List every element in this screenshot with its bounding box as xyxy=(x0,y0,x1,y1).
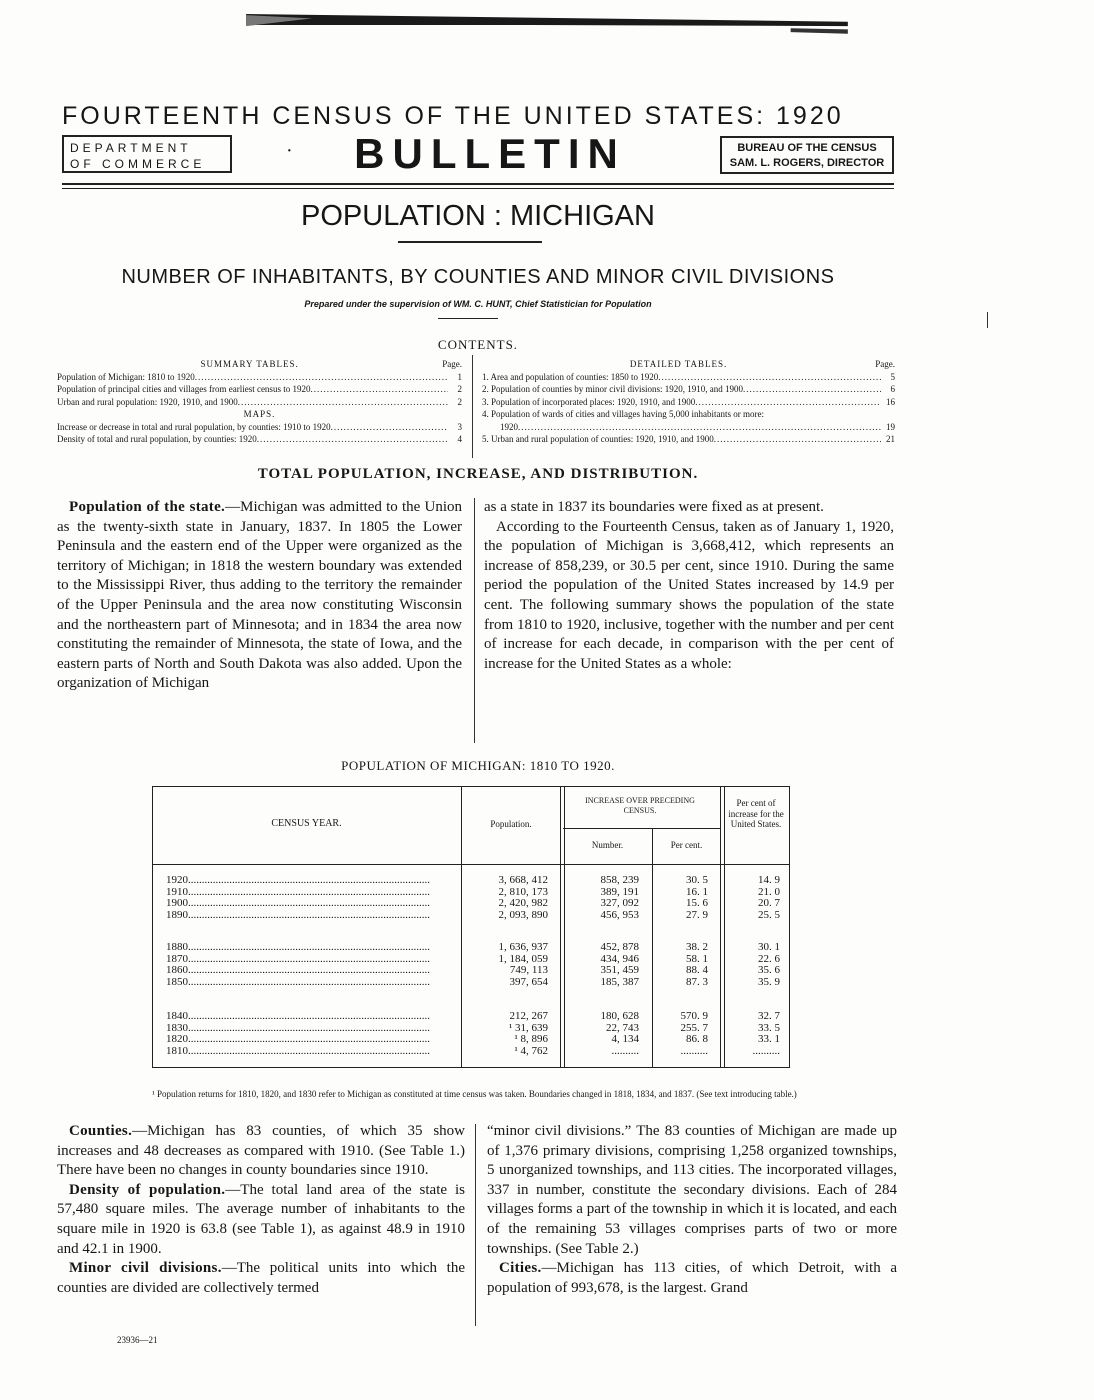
toc-entry xyxy=(482,421,895,434)
prepared-by-line: Prepared under the supervision of WM. C. HUNT, Chief Statistician for Population xyxy=(304,299,652,309)
cell-increase-number: 22, 743 xyxy=(606,1021,639,1034)
toc-entry-page: 5 xyxy=(890,371,895,382)
cell-increase-percent: 15. 6 xyxy=(686,897,708,910)
cell-population: 2, 093, 890 xyxy=(498,908,548,921)
toc-summary-header xyxy=(57,358,462,371)
cell-increase-number: 351, 459 xyxy=(600,964,639,977)
cell-us-percent: 35. 9 xyxy=(758,975,780,988)
cell-population: 2, 810, 173 xyxy=(498,885,548,898)
toc-entry-title: Increase or decrease in total and rural population, by counties: 1910 to 1920 xyxy=(57,421,331,432)
cell-us-percent: 33. 5 xyxy=(758,1021,780,1034)
summary-heading: SUMMARY TABLES. xyxy=(200,359,299,369)
cell-year xyxy=(166,1034,456,1046)
cell-increase-number: 4, 134 xyxy=(611,1033,639,1046)
toc-entry-title: 4. Population of wards of cities and villages having 5,000 inhabitants or more: xyxy=(482,409,764,419)
decorative-dot: · xyxy=(286,140,293,162)
cell-increase-percent: .......... xyxy=(680,1044,708,1057)
body-column-lower-right xyxy=(487,1122,897,1298)
table-footnote: ¹ Population returns for 1810, 1820, and 1830 refer to Michigan as constituted at time census was taken. Boundaries changed in 1818, 1834, and 1837. (See text introducing table.) xyxy=(152,1089,797,1099)
toc-entry-page: 21 xyxy=(886,434,895,444)
cell-us-percent: 14. 9 xyxy=(758,874,780,886)
body-column-left xyxy=(57,498,462,694)
cell-increase-percent: 570. 9 xyxy=(680,1010,708,1022)
cell-population: 1, 184, 059 xyxy=(498,952,548,965)
cell-us-percent: 33. 1 xyxy=(758,1033,780,1046)
cell-year xyxy=(166,887,456,899)
cell-increase-percent: 30. 5 xyxy=(686,874,708,886)
cell-year xyxy=(166,898,456,910)
margin-mark xyxy=(987,312,988,328)
department-line-2: OF COMMERCE xyxy=(70,157,206,171)
paragraph-text: as a state in 1837 its boundaries were fixed as at present. xyxy=(484,499,824,515)
cell-population: 397, 654 xyxy=(509,975,548,988)
cell-year xyxy=(166,1011,456,1023)
year-label: 1870 ..... xyxy=(166,954,456,966)
table-header-rule xyxy=(152,864,790,865)
cell-increase-percent: 87. 3 xyxy=(686,975,708,988)
detailed-heading: DETAILED TABLES. xyxy=(629,359,728,369)
cell-population: 2, 420, 982 xyxy=(498,897,548,910)
paragraph-cities xyxy=(487,1259,897,1298)
cell-us-percent: .......... xyxy=(752,1044,780,1057)
bulletin-title: BULLETIN xyxy=(354,130,626,177)
page-label: Page. xyxy=(442,359,462,369)
paragraph-text: —Michigan was admitted to the Union as the twenty-sixth state in January, 1837. In 1805 the Lower Peninsula and the eastern end of the Upper were organized as the territory of Michigan; in 1818 the western boundary was extended to the Mississippi River, thus adding to the territory the remainder of the Upper Peninsula and the area now constituting Wisconsin and the northeastern part of Minnesota; and in 1834 the area now constituting the remainder of Minnesota, the state of Iowa, and the eastern parts of North and South Dakota was also added. Upon the organization of Michigan xyxy=(57,499,462,692)
cell-us-percent: 32. 7 xyxy=(758,1010,780,1022)
toc-entry-title: 2. Population of counties by minor civil divisions: 1920, 1910, and 1900 xyxy=(482,384,743,394)
cell-population: ¹ 8, 896 xyxy=(514,1033,548,1046)
contents-heading: CONTENTS. xyxy=(437,337,519,352)
cell-population: 212, 267 xyxy=(509,1010,548,1022)
section-heading: TOTAL POPULATION, INCREASE, AND DISTRIBUTION. xyxy=(257,466,699,482)
department-line-1: DEPARTMENT xyxy=(70,141,192,155)
paragraph-text: —The political units into which the counties are divided are collectively termed xyxy=(57,1260,465,1296)
page-subtitle: NUMBER OF INHABITANTS, BY COUNTIES AND MINOR CIVIL DIVISIONS xyxy=(121,266,835,288)
cell-increase-percent: 16. 1 xyxy=(686,885,708,898)
paragraph-lead: Density of population. xyxy=(69,1181,226,1198)
paragraph-text: —Michigan has 113 cities, of which Detroit, with a population of 993,678, is the largest. Grand xyxy=(487,1260,897,1296)
toc-divider xyxy=(472,355,473,458)
cell-increase-percent: 255. 7 xyxy=(680,1021,708,1034)
cell-increase-number: 185, 387 xyxy=(600,975,639,988)
cell-increase-number: 327, 092 xyxy=(600,897,639,910)
toc-entry xyxy=(482,396,895,409)
cell-us-percent: 21. 0 xyxy=(758,885,780,898)
col-header-population: Population. xyxy=(490,819,532,829)
bureau-line-2: SAM. L. ROGERS, DIRECTOR xyxy=(729,157,885,169)
cell-population: 3, 668, 412 xyxy=(498,874,548,886)
cell-us-percent: 22. 6 xyxy=(758,952,780,965)
year-label: 1840 ..... xyxy=(166,1011,456,1023)
scan-shadow-bar xyxy=(0,14,1094,36)
cell-year xyxy=(166,1046,456,1058)
cell-year xyxy=(166,875,456,887)
toc-entry xyxy=(57,396,462,409)
toc-entry-title: 1920 xyxy=(500,421,518,432)
maps-heading: MAPS. xyxy=(243,409,276,419)
toc-summary xyxy=(57,358,462,446)
cell-increase-percent: 58. 1 xyxy=(686,952,708,965)
col-header-year: CENSUS YEAR. xyxy=(271,818,342,829)
cell-increase-percent: 38. 2 xyxy=(686,941,708,953)
cell-population: 749, 113 xyxy=(509,964,548,977)
toc-entry xyxy=(57,433,462,446)
column-divider xyxy=(474,498,475,743)
bureau-line-1: BUREAU OF THE CENSUS xyxy=(737,142,877,154)
toc-entry-page: 2 xyxy=(457,384,462,394)
col-header-number: Number. xyxy=(591,840,624,850)
year-label: 1910 ..... xyxy=(166,887,456,899)
cell-us-percent: 35. 6 xyxy=(758,964,780,977)
cell-population: 1, 636, 937 xyxy=(498,941,548,953)
paragraph-text: —The total land area of the state is 57,480 square miles. The average number of inhabitants to the square mile in 1920 is 63.8 (see Table 1), as against 48.9 in 1910 and 42.1 in 1900. xyxy=(57,1181,465,1257)
cell-increase-number: 434, 946 xyxy=(600,952,639,965)
toc-entry xyxy=(482,408,895,421)
paragraph-counties xyxy=(57,1122,465,1181)
year-label: 1820 ..... xyxy=(166,1034,456,1046)
page-identifier: 23936—21 xyxy=(117,1335,158,1345)
paragraph-lead: Cities. xyxy=(499,1260,542,1277)
paragraph-text: —Michigan has 83 counties, of which 35 show increases and 48 decreases as compared with 1910. (See Table 1.) There have been no changes in county boundaries since 1910. xyxy=(57,1123,465,1179)
toc-entry-title: Population of principal cities and villages from earliest census to 1920 xyxy=(57,384,311,394)
toc-entry xyxy=(482,383,895,396)
cell-year xyxy=(166,965,456,977)
toc-entry-page: 2 xyxy=(457,396,462,407)
toc-entry-page: 3 xyxy=(457,421,462,432)
toc-detailed-header xyxy=(482,358,895,371)
paragraph-census: According to the Fourteenth Census, taken as of January 1, 1920, the population of Michigan is 3,668,412, which represents an increase of 858,239, or 30.5 per cent, since 1910. During the same period the population of the United States increased by 14.9 per cent. The following summary shows the population of the state from 1810 to 1920, inclusive, together with the number and per cent of increase for each decade, in comparison with the per cent of increase for the United States as a whole: xyxy=(484,518,894,672)
column-divider xyxy=(475,1124,476,1326)
department-box xyxy=(62,135,232,173)
toc-entry-page: 4 xyxy=(457,434,462,444)
cell-year xyxy=(166,910,456,922)
col-header-percent: Per cent. xyxy=(670,840,703,850)
toc-entry-page: 6 xyxy=(890,384,895,394)
cell-increase-number: 452, 878 xyxy=(600,941,639,953)
prepared-underline xyxy=(438,318,498,319)
cell-us-percent: 25. 5 xyxy=(758,908,780,921)
col-header-us: Per cent of increase for the United States. xyxy=(728,798,784,829)
census-title: FOURTEENTH CENSUS OF THE UNITED STATES: 1920 xyxy=(62,102,844,130)
paragraph-density xyxy=(57,1181,465,1259)
year-label: 1810 ..... xyxy=(166,1046,456,1058)
year-label: 1850 ..... xyxy=(166,977,456,989)
toc-entry-title: 3. Population of incorporated places: 1920, 1910, and 1900 xyxy=(482,396,696,407)
cell-increase-number: 180, 628 xyxy=(600,1010,639,1022)
year-label: 1880 ..... xyxy=(166,942,456,954)
cell-population: ¹ 4, 762 xyxy=(514,1044,548,1057)
cell-year xyxy=(166,977,456,989)
paragraph-text: “minor civil divisions.” The 83 counties of Michigan are made up of 1,376 primary divisions, comprising 1,258 organized townships, 5 unorganized townships, and 113 cities. The incorporated villages, 337 in number, constitute the secondary divisions. Each of 284 villages forms a part of the township in which it is located, and each of the remaining 53 villages comprises parts of two or more townships. (See Table 2.) xyxy=(487,1123,897,1257)
body-column-right xyxy=(484,498,894,674)
toc-entry-title: Density of total and rural population, by counties: 1920 xyxy=(57,434,257,444)
cell-year xyxy=(166,1023,456,1035)
year-label: 1890 ..... xyxy=(166,910,456,922)
table-subheader-rule xyxy=(563,828,720,829)
header-rule-thick xyxy=(62,183,894,185)
title-underline xyxy=(398,241,542,243)
paragraph-minor-divisions xyxy=(57,1259,465,1298)
toc-entry-title: Urban and rural population: 1920, 1910, and 1900 xyxy=(57,396,238,407)
toc-entry-title: Population of Michigan: 1810 to 1920 xyxy=(57,371,195,382)
cell-increase-percent: 88. 4 xyxy=(686,964,708,977)
year-label: 1900 ..... xyxy=(166,898,456,910)
toc-entry xyxy=(57,371,462,384)
year-label: 1860 ..... xyxy=(166,965,456,977)
paragraph-lead: Minor civil divisions. xyxy=(69,1260,222,1277)
bureau-box xyxy=(720,136,894,174)
toc-entry-title: 1. Area and population of counties: 1850 to 1920 xyxy=(482,371,659,382)
cell-increase-number: 858, 239 xyxy=(600,874,639,886)
cell-increase-number: .......... xyxy=(611,1044,639,1057)
header-rule-thin xyxy=(62,188,894,189)
cell-population: ¹ 31, 639 xyxy=(508,1021,548,1034)
cell-increase-percent: 27. 9 xyxy=(686,908,708,921)
cell-year xyxy=(166,954,456,966)
cell-increase-number: 456, 953 xyxy=(600,908,639,921)
toc-entry-page: 16 xyxy=(886,396,895,407)
cell-us-percent: 20. 7 xyxy=(758,897,780,910)
toc-entry xyxy=(482,371,895,384)
cell-increase-number: 389, 191 xyxy=(600,885,639,898)
cell-us-percent: 30. 1 xyxy=(758,941,780,953)
page-label: Page. xyxy=(875,359,895,369)
cell-increase-percent: 86. 8 xyxy=(686,1033,708,1046)
toc-entry-page: 1 xyxy=(457,371,462,382)
body-column-lower-left xyxy=(57,1122,465,1298)
paragraph-lead: Population of the state. xyxy=(69,499,226,515)
toc-entry-title: 5. Urban and rural population of counties: 1920, 1910, and 1900 xyxy=(482,434,714,444)
toc-entry xyxy=(57,383,462,396)
paragraph-population xyxy=(57,498,462,694)
col-header-increase: INCREASE OVER PRECEDING CENSUS. xyxy=(585,796,695,815)
year-label: 1920 ..... xyxy=(166,875,456,887)
toc-entry-page: 19 xyxy=(886,421,895,432)
toc-entry xyxy=(482,433,895,446)
toc-detailed xyxy=(482,358,895,446)
year-label: 1830 ..... xyxy=(166,1023,456,1035)
page-title: POPULATION : MICHIGAN xyxy=(301,200,655,232)
cell-year xyxy=(166,942,456,954)
table-title: POPULATION OF MICHIGAN: 1810 TO 1920. xyxy=(341,758,615,773)
toc-entry xyxy=(57,421,462,434)
paragraph-lead: Counties. xyxy=(69,1123,133,1139)
